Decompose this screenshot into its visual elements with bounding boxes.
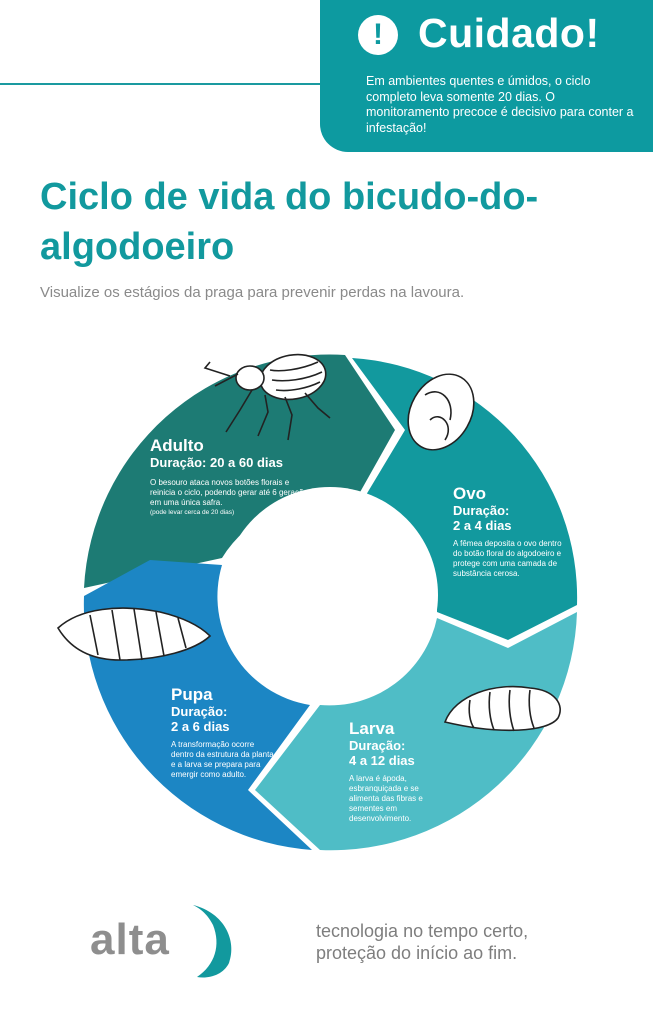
footer-tagline	[316, 920, 616, 964]
stage-pupa	[171, 685, 276, 780]
stage-pupa-duration-label: Duração:	[171, 704, 228, 719]
center-hole	[222, 487, 438, 703]
stage-adulto-duration: Duração: 20 a 60 dias	[150, 455, 283, 470]
warning-box	[320, 0, 653, 152]
stage-larva-duration: 4 a 12 dias	[349, 753, 415, 768]
logo-swoosh-icon	[185, 901, 245, 981]
warning-title: Cuidado!	[418, 10, 600, 56]
stage-pupa-name: Pupa	[171, 685, 213, 704]
header-divider-line	[0, 83, 340, 85]
life-cycle-diagram	[0, 330, 653, 860]
stage-larva-name: Larva	[349, 719, 395, 738]
stage-larva-duration-label: Duração:	[349, 738, 406, 753]
exclamation-icon: !	[358, 15, 398, 55]
stage-adulto	[150, 436, 312, 517]
stage-ovo-name: Ovo	[453, 484, 487, 503]
stage-pupa-duration: 2 a 6 dias	[171, 719, 230, 734]
warning-text: Em ambientes quentes e úmidos, o ciclo completo leva somente 20 dias. O monitoramento precoce é decisivo para conter a infestação!	[366, 74, 634, 135]
stage-larva-description: A larva é ápoda, esbranquiçada e se alimenta das fibras e sementes em desenvolvimento.	[349, 774, 423, 823]
stage-pupa-description: A transformação ocorre dentro da estrutura da planta e a larva se prepara para emergir como adulto.	[171, 740, 274, 779]
stage-ovo-duration: 2 a 4 dias	[453, 518, 512, 533]
stage-adulto-name: Adulto	[150, 436, 204, 455]
stage-ovo	[453, 484, 563, 579]
stage-adulto-note: (pode levar cerca de 20 dias)	[150, 509, 235, 516]
page-title: Ciclo de vida do bicudo-do-algodoeiro	[40, 176, 539, 268]
stage-adulto-description: O besouro ataca novos botões florais e reinicia o ciclo, podendo gerar até 6 gerações em uma única safra.	[150, 478, 312, 507]
stage-ovo-duration-label: Duração:	[453, 503, 510, 518]
stage-larva	[349, 719, 444, 824]
tagline-line-2: proteção do início ao fim.	[316, 943, 518, 963]
stage-ovo-description: A fêmea deposita o ovo dentro do botão floral do algodoeiro e protege com uma camada de substância cerosa.	[453, 539, 562, 578]
logo-text: alta	[90, 915, 170, 964]
page-subtitle: Visualize os estágios da praga para prevenir perdas na lavoura.	[40, 284, 465, 301]
tagline-line-1: tecnologia no tempo certo,	[316, 921, 529, 941]
